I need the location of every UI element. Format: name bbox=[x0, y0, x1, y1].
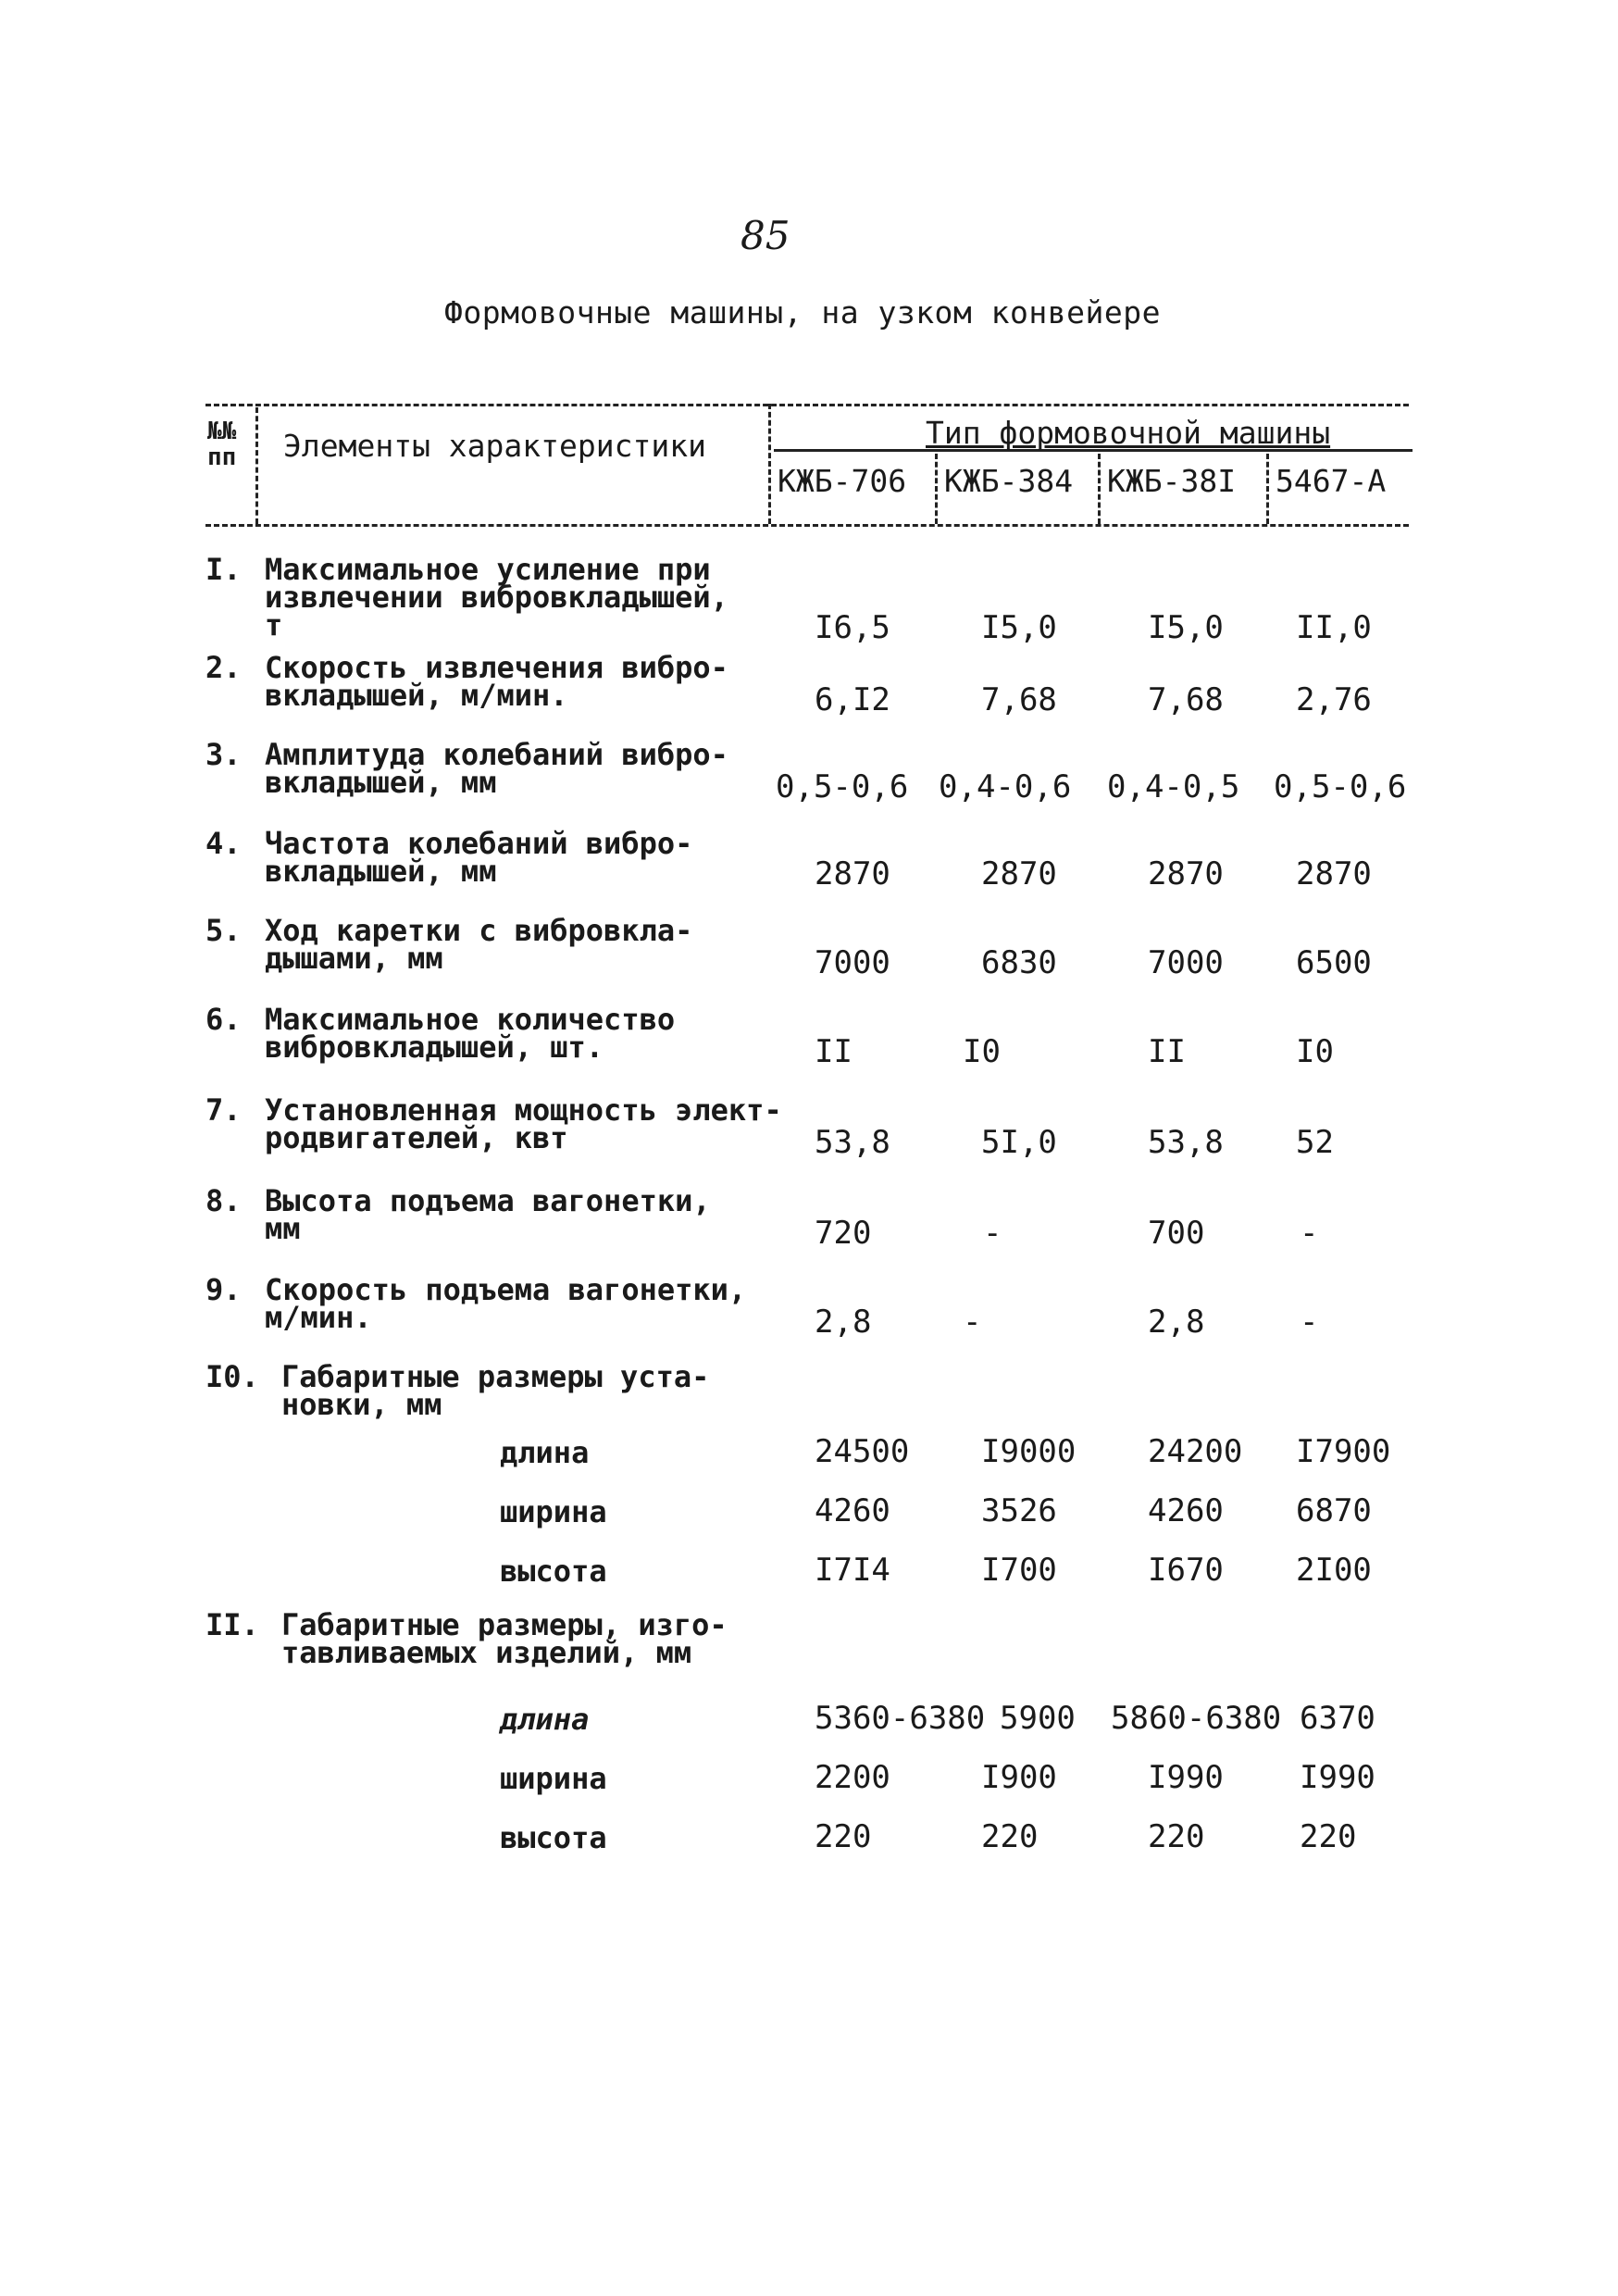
row-label: Амплитуда колебаний вибро- вкладышей, мм bbox=[265, 737, 728, 800]
row-value: 0,4-0,6 bbox=[939, 768, 1072, 805]
row-number: 6. bbox=[205, 1002, 242, 1037]
row-value: 7,68 bbox=[1148, 681, 1224, 718]
row-value: 24500 bbox=[815, 1433, 910, 1470]
row-value: I990 bbox=[1148, 1759, 1224, 1796]
row-label: Скорость извлечения вибро- вкладышей, м/мин. bbox=[265, 650, 728, 713]
subrow-label: длина bbox=[500, 1702, 590, 1737]
row-value: 2,76 bbox=[1296, 681, 1372, 718]
subrow-label: ширина bbox=[500, 1494, 607, 1529]
row-value: 2,8 bbox=[815, 1304, 872, 1341]
row-value: 4260 bbox=[1148, 1492, 1224, 1529]
page-number: 85 bbox=[741, 213, 790, 258]
row-label: Установленная мощность элект- родвигателей, квт bbox=[265, 1092, 782, 1155]
row-label: Максимальное усиление при извлечении вибровкладышей, т bbox=[265, 552, 728, 643]
header-machine-4: 5467-А bbox=[1276, 463, 1387, 499]
row-number: 2. bbox=[205, 650, 242, 685]
row-value: 0,4-0,5 bbox=[1107, 768, 1240, 805]
row-value: 720 bbox=[815, 1215, 872, 1252]
header-machine-3: КЖБ-38I bbox=[1107, 463, 1237, 499]
row-number: I0. bbox=[205, 1359, 259, 1394]
row-label: Габаритные размеры, изго- тавливаемых изделий, мм bbox=[281, 1607, 728, 1670]
subrow-label: ширина bbox=[500, 1761, 607, 1796]
row-value: 6,I2 bbox=[815, 681, 890, 718]
row-value: 2870 bbox=[1148, 855, 1224, 892]
row-value: 7,68 bbox=[981, 681, 1057, 718]
row-value: 6870 bbox=[1296, 1492, 1372, 1529]
row-value: 5860-6380 bbox=[1111, 1700, 1282, 1737]
row-value: 220 bbox=[981, 1818, 1039, 1855]
row-value: 24200 bbox=[1148, 1433, 1243, 1470]
row-value: 52 bbox=[1296, 1124, 1334, 1161]
row-number: I. bbox=[205, 552, 242, 587]
row-value: 700 bbox=[1148, 1215, 1205, 1252]
row-label: Ход каретки с вибровкла- дышами, мм bbox=[265, 913, 693, 976]
row-value: 6370 bbox=[1300, 1700, 1375, 1737]
subrow-label: высота bbox=[500, 1820, 607, 1855]
row-value: 6500 bbox=[1296, 944, 1372, 981]
row-value: 7000 bbox=[815, 944, 890, 981]
row-value: 7000 bbox=[1148, 944, 1224, 981]
row-label: Частота колебаний вибро- вкладышей, мм bbox=[265, 826, 693, 889]
page-title: Формовочные машины, на узком конвейере bbox=[444, 294, 1161, 331]
row-value: I990 bbox=[1300, 1759, 1375, 1796]
row-value: 220 bbox=[1300, 1818, 1357, 1855]
row-value: II,0 bbox=[1296, 609, 1372, 646]
row-value: 53,8 bbox=[815, 1124, 890, 1161]
row-label: Габаритные размеры уста- новки, мм bbox=[281, 1359, 710, 1422]
row-value: 2I00 bbox=[1296, 1552, 1372, 1589]
row-value: 5360-6380 bbox=[815, 1700, 986, 1737]
row-value: 2200 bbox=[815, 1759, 890, 1796]
row-value: I670 bbox=[1148, 1552, 1224, 1589]
row-value: 53,8 bbox=[1148, 1124, 1224, 1161]
row-value: I0 bbox=[1296, 1033, 1334, 1070]
header-machine-2: КЖБ-384 bbox=[944, 463, 1074, 499]
row-value: 2870 bbox=[981, 855, 1057, 892]
row-value: 2870 bbox=[1296, 855, 1372, 892]
row-value: I700 bbox=[981, 1552, 1057, 1589]
row-value: 220 bbox=[815, 1818, 872, 1855]
row-value: 0,5-0,6 bbox=[1274, 768, 1407, 805]
row-value: I0 bbox=[963, 1033, 1001, 1070]
row-value: - bbox=[1300, 1304, 1319, 1341]
row-value: I9000 bbox=[981, 1433, 1077, 1470]
row-value: I7900 bbox=[1296, 1433, 1391, 1470]
row-number: 4. bbox=[205, 826, 242, 861]
row-value: II bbox=[1148, 1033, 1186, 1070]
row-value: 0,5-0,6 bbox=[776, 768, 909, 805]
row-value: - bbox=[963, 1304, 982, 1341]
header-machine-1: КЖБ-706 bbox=[778, 463, 907, 499]
row-number: 8. bbox=[205, 1183, 242, 1218]
row-value: 2,8 bbox=[1148, 1304, 1205, 1341]
row-value: I5,0 bbox=[1148, 609, 1224, 646]
header-characteristics: Элементы характеристики bbox=[283, 428, 706, 464]
header-machine-type: Тип формовочной машины bbox=[926, 415, 1331, 451]
header-num-col: №№ пп bbox=[207, 418, 237, 471]
row-number: 9. bbox=[205, 1272, 242, 1307]
row-value: 6830 bbox=[981, 944, 1057, 981]
row-value: 3526 bbox=[981, 1492, 1057, 1529]
row-value: II bbox=[815, 1033, 853, 1070]
row-value: 220 bbox=[1148, 1818, 1205, 1855]
row-value: 5I,0 bbox=[981, 1124, 1057, 1161]
row-label: Высота подъема вагонетки, мм bbox=[265, 1183, 711, 1246]
row-label: Максимальное количество вибровкладышей, шт. bbox=[265, 1002, 676, 1065]
row-number: 5. bbox=[205, 913, 242, 948]
row-value: - bbox=[1300, 1215, 1319, 1252]
row-value: 2870 bbox=[815, 855, 890, 892]
subrow-label: длина bbox=[500, 1435, 590, 1470]
row-value: 4260 bbox=[815, 1492, 890, 1529]
row-value: I5,0 bbox=[981, 609, 1057, 646]
subrow-label: высота bbox=[500, 1554, 607, 1589]
row-value: I7I4 bbox=[815, 1552, 890, 1589]
row-value: I900 bbox=[981, 1759, 1057, 1796]
row-number: II. bbox=[205, 1607, 259, 1642]
row-value: - bbox=[983, 1215, 1002, 1252]
row-number: 7. bbox=[205, 1092, 242, 1128]
row-value: 5900 bbox=[1000, 1700, 1076, 1737]
row-label: Скорость подъема вагонетки, м/мин. bbox=[265, 1272, 747, 1335]
row-number: 3. bbox=[205, 737, 242, 772]
row-value: I6,5 bbox=[815, 609, 890, 646]
